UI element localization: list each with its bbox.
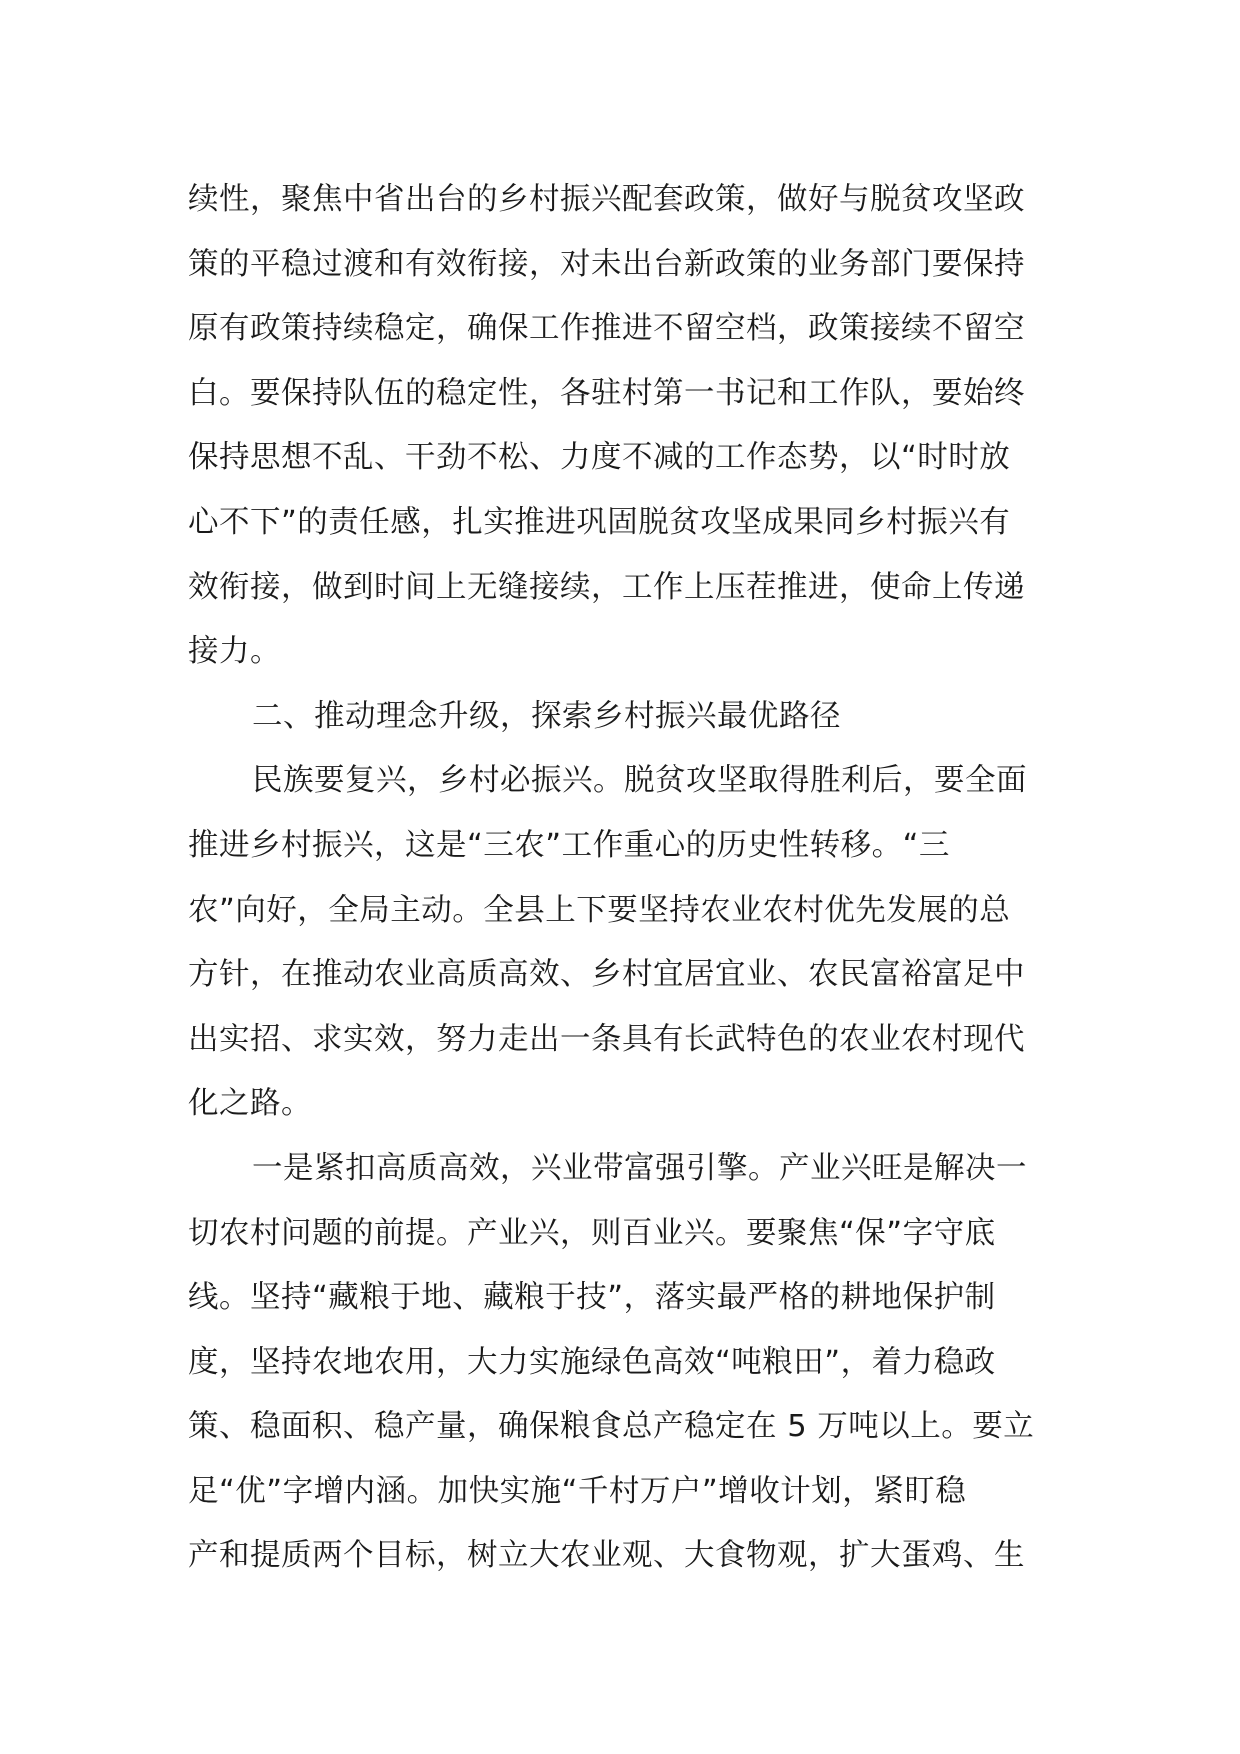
text-line: 推进乡村振兴，这是“三农”工作重心的历史性转移。“三 xyxy=(188,827,950,863)
document-body xyxy=(188,168,1058,1589)
text-line: 农”向好，全局主动。全县上下要坚持农业农村优先发展的总 xyxy=(188,892,1011,928)
text-line: 出实招、求实效，努力走出一条具有长武特色的农业农村现代 xyxy=(188,1021,1025,1057)
text-line: 线。坚持“藏粮于地、藏粮于技”，落实最严格的耕地保护制 xyxy=(188,1280,996,1316)
text-line: 接力。 xyxy=(188,634,281,670)
text-line: 切农村问题的前提。产业兴，则百业兴。要聚焦“保”字守底 xyxy=(188,1215,996,1251)
text-line: 策的平稳过渡和有效衔接，对未出台新政策的业务部门要保持 xyxy=(188,246,1025,282)
text-line: 原有政策持续稳定，确保工作推进不留空档，政策接续不留空 xyxy=(188,311,1025,347)
text-line: 度，坚持农地农用，大力实施绿色高效“吨粮田”，着力稳政 xyxy=(188,1344,996,1380)
section-heading: 二、推动理念升级，探索乡村振兴最优路径 xyxy=(252,698,841,734)
text-line: 效衔接，做到时间上无缝接续，工作上压茬推进，使命上传递 xyxy=(188,569,1025,605)
text-line: 策、稳面积、稳产量，确保粮食总产稳定在 5 万吨以上。要立 xyxy=(188,1409,1035,1445)
text-line: 白。要保持队伍的稳定性，各驻村第一书记和工作队，要始终 xyxy=(188,375,1025,411)
text-line: 足“优”字增内涵。加快实施“千村万户”增收计划，紧盯稳 xyxy=(188,1473,967,1509)
text-line: 保持思想不乱、干劲不松、力度不减的工作态势，以“时时放 xyxy=(188,440,1011,476)
text-line: 方针，在推动农业高质高效、乡村宜居宜业、农民富裕富足中 xyxy=(188,957,1025,993)
text-line: 续性，聚焦中省出台的乡村振兴配套政策，做好与脱贫攻坚政 xyxy=(188,182,1025,217)
paragraph-start-line: 一是紧扣高质高效，兴业带富强引擎。产业兴旺是解决一 xyxy=(252,1150,1027,1186)
text-line: 产和提质两个目标，树立大农业观、大食物观，扩大蛋鸡、生 xyxy=(188,1538,1025,1574)
paragraph-start-line: 民族要复兴，乡村必振兴。脱贫攻坚取得胜利后，要全面 xyxy=(252,763,1027,799)
text-line: 心不下”的责任感，扎实推进巩固脱贫攻坚成果同乡村振兴有 xyxy=(188,504,1011,540)
text-line: 化之路。 xyxy=(188,1086,312,1122)
